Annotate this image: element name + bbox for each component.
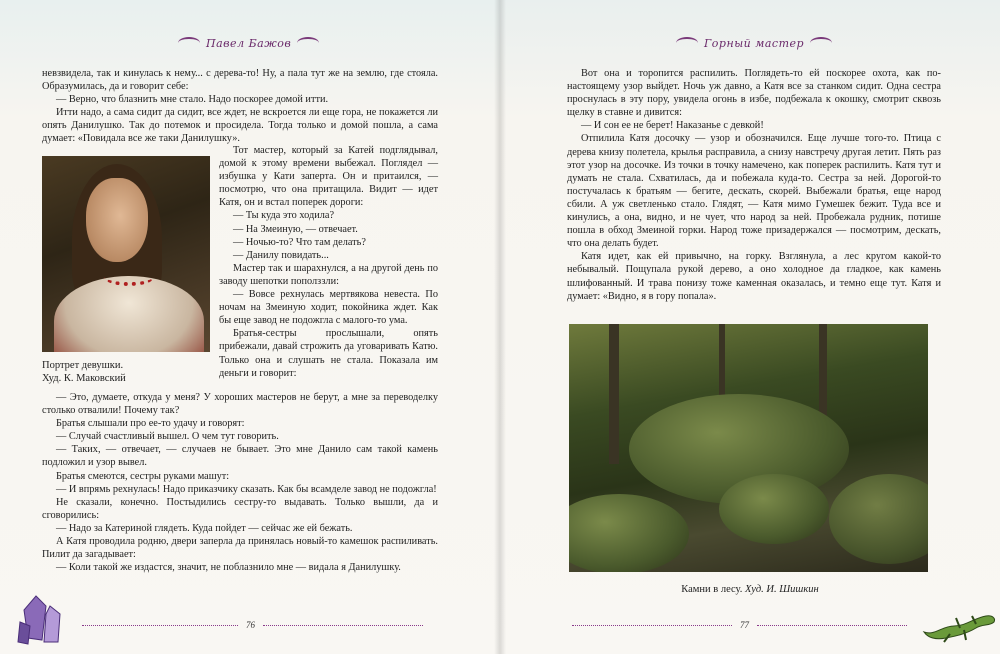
header-ornament-icon xyxy=(297,37,319,49)
paragraph: — И впрямь рехнулась! Надо приказчику сказать. Как бы всамделе завод не подожгла! xyxy=(56,483,437,495)
paragraph: — На Змеиную, — отвечает. xyxy=(233,223,358,235)
book-gutter xyxy=(494,0,506,654)
caption-title: Камни в лесу. xyxy=(681,584,743,595)
right-running-header xyxy=(676,32,832,54)
caption-author: Худ. К. Маковский xyxy=(42,373,126,384)
amethyst-crystal-icon xyxy=(14,588,74,648)
paragraph: — Случай счастливый вышел. О чем тут говорить. xyxy=(56,431,279,443)
portrait-face xyxy=(86,178,148,262)
paragraph: Вот она и торопится распилить. Поглядеть-то ей поскорее охота, как по-настоящему узор выйдет. Ночь уж давно, а Катя все за станком сидит. Одна сестра проснулась в эту пору, увидела огонь в избе, подбежала к окошку, смотрит сквозь щелку в ставне и дивится: xyxy=(567,68,941,119)
forest-caption xyxy=(500,584,1000,595)
page-number: 76 xyxy=(246,620,255,630)
paragraph: — Это, думаете, откуда у меня? У хороших мастеров не берут, а мне за переводелку столько отвалили! Почему так? xyxy=(42,392,438,417)
paragraph: Тот мастер, который за Катей подглядывал, домой к этому времени выбежал. Поглядел — избушка у Кати заперта. Он и притаился, — посмотрю, что она притащила. Видит — идет Катя, он и встал поперек дороги: xyxy=(219,145,438,209)
paragraph: Братья смеются, сестры руками машут: xyxy=(56,470,230,482)
paragraph: Братья-сестры прослышали, опять прибежали, давай строжить да уговаривать Катю. Только она и слушать не стала. Показала им деньги и говорит: xyxy=(219,328,438,379)
paragraph: — Ночью-то? Что там делать? xyxy=(233,236,366,248)
left-text-top xyxy=(42,67,438,146)
portrait-dress xyxy=(54,276,204,352)
paragraph: — Верно, что блазнить мне стало. Надо поскорее домой итти. xyxy=(56,94,329,106)
portrait-beads xyxy=(104,268,154,286)
paragraph: — Ты куда это ходила? xyxy=(233,210,335,222)
header-ornament-icon xyxy=(676,37,698,49)
lizard-icon xyxy=(920,596,998,646)
footer-rule xyxy=(757,625,907,626)
footer-rule xyxy=(572,625,732,626)
page-number: 77 xyxy=(740,620,749,630)
right-text xyxy=(567,67,941,303)
right-footer xyxy=(572,619,907,631)
header-ornament-icon xyxy=(810,37,832,49)
right-page xyxy=(500,0,1000,654)
left-header-title: Павел Бажов xyxy=(206,36,292,50)
paragraph: Мастер так и шарахнулся, а на другой день по заводу шепотки пополззли: xyxy=(219,262,438,287)
portrait-illustration xyxy=(42,156,210,352)
paragraph: — Вовсе рехнулась мертвякова невеста. По ночам на Змеиную ходит, покойника ждет. Как бы еще завод не подожгла с малого-то ума. xyxy=(219,289,438,327)
paragraph: Отпилила Катя досочку — узор и обозначился. Еще лучше того-то. Птица с дерева книзу полетела, крылья расправила, а снизу навстречу другая летит. Пять раз этот узор на досочке. Из точки в точку намечено, как поперек распилить. Катя тут и думать не стала. Схватилась, да и побежала куда-то. Сестра за ней. Дорогой-то постучалась к братьям — бегите, дескать, скорей. Выбежали братья, еще народ сбили. А уж светленько стало. Глядят, — Катя мимо Гумешек бежит. Туда все и кинулись, а она, видно, и не чует, что народ за ней. Пробежала рудник, потише пошла в обход Змеиной горки. Народ тоже призадержался — посмотрим, дескать, что она делать будет. xyxy=(567,133,941,250)
paragraph: А Катя проводила родню, двери заперла да принялась новый-то камешок распиливать. Пилит да загадывает: xyxy=(42,536,438,561)
painting-rock xyxy=(829,474,928,564)
left-text-side xyxy=(219,144,438,380)
paragraph: — Таких, — отвечает, — случаев не бывает. Это мне Данило сам такой камень подложил и узор вывел. xyxy=(42,444,438,469)
paragraph: — И сон ее не берет! Наказанье с девкой! xyxy=(581,120,764,132)
caption-title: Портрет девушки. xyxy=(42,360,124,371)
paragraph: Катя идет, как ей привычно, на горку. Взглянула, а лес кругом какой-то небывалый. Пощупала рукой дерево, а оно холодное да гладкое, как камень шлифованный. И трава понизу тоже каменная оказалась, и темно еще тут. Катя и думает: «Видно, я в гору попала». xyxy=(567,251,941,302)
paragraph: невзвидела, так и кинулась к нему... с дерева-то! Ну, а пала тут же на землю, где стояла. Образумилась, да и говорит себе: xyxy=(42,68,438,93)
portrait-caption xyxy=(42,359,212,385)
left-running-header xyxy=(178,32,319,54)
painting-tree xyxy=(609,324,619,464)
painting-rock xyxy=(719,474,829,544)
paragraph: — Надо за Катериной глядеть. Куда пойдет — сейчас же ей бежать. xyxy=(56,522,353,534)
footer-rule xyxy=(82,625,238,626)
caption-author: Худ. И. Шишкин xyxy=(745,584,819,595)
header-ornament-icon xyxy=(178,37,200,49)
paragraph: Братья слышали про ее-то удачу и говорят: xyxy=(56,418,245,430)
forest-painting xyxy=(569,324,928,572)
paragraph: Итти надо, а сама сидит да сидит, все ждет, не вскроется ли еще гора, не покажется ли опять Данилушко. Так до потемок и просидела. Тогда только и домой пошла, а сама думает: «Повидала все же таки Данилушку». xyxy=(42,107,438,145)
footer-rule xyxy=(263,625,423,626)
paragraph: — Данилу повидать... xyxy=(233,249,329,261)
painting-rock xyxy=(569,494,689,572)
right-header-title: Горный мастер xyxy=(704,36,805,50)
paragraph: Не сказали, конечно. Постыдились сестру-то выдавать. Только вышли, да и сговорились: xyxy=(42,496,438,521)
left-text-bottom xyxy=(42,391,438,574)
paragraph: — Коли такой же издастся, значит, не поблазнило мне — видала я Данилушку. xyxy=(56,562,401,574)
left-footer xyxy=(82,619,423,631)
